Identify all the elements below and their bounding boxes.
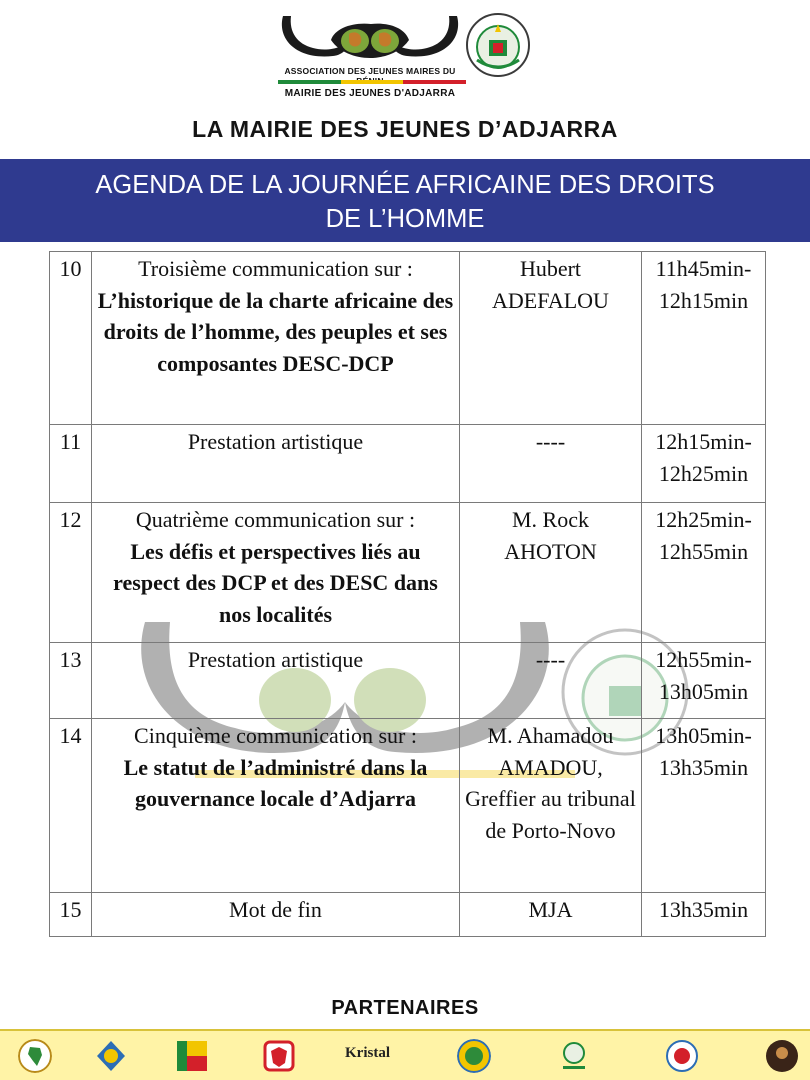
speaker-cell: M. Ahamadou AMADOU, Greffier au tribunal de Porto-Novo <box>460 719 642 893</box>
time-cell: 12h55min-13h05min <box>642 643 766 719</box>
time-cell: 12h15min-12h25min <box>642 425 766 503</box>
activity-label: Troisième communication sur : <box>138 256 413 281</box>
activity-cell <box>92 252 460 425</box>
partner-photo-icon <box>765 1039 799 1073</box>
table-row <box>50 425 766 503</box>
horns-icon <box>275 8 465 68</box>
item-number: 13 <box>50 643 92 719</box>
item-number: 11 <box>50 425 92 503</box>
activity-topic: Le statut de l’administré dans la gouvernance locale d’Adjarra <box>123 754 428 811</box>
partners-title: PARTENAIRES <box>331 997 479 1019</box>
activity-cell <box>92 893 460 937</box>
kristal-logo: Kristal <box>345 1045 390 1061</box>
banner-line-1: AGENDA DE LA JOURNÉE AFRICAINE DES DROITS <box>95 171 715 199</box>
activity-topic: L’historique de la charte africaine des droits de l’homme, des peuples et ses composantes DESC-DCP <box>97 287 454 376</box>
time-cell: 13h05min-13h35min <box>642 719 766 893</box>
flag-stripe <box>278 80 466 84</box>
activity-cell <box>92 719 460 893</box>
speaker-cell: Hubert ADEFALOU <box>460 252 642 425</box>
table-row <box>50 643 766 719</box>
association-name: ASSOCIATION DES JEUNES MAIRES DU <box>284 66 456 76</box>
table-row <box>50 503 766 643</box>
item-number: 10 <box>50 252 92 425</box>
activity-label: Quatrième communication sur : <box>135 507 416 532</box>
table-row <box>50 893 766 937</box>
table-row <box>50 719 766 893</box>
activity-label: Prestation artistique <box>187 429 364 454</box>
header <box>0 0 810 112</box>
activity-label: Prestation artistique <box>187 647 364 672</box>
partners-strip <box>0 1029 810 1080</box>
banner-line-2: DE L’HOMME <box>325 205 485 233</box>
activity-cell <box>92 425 460 503</box>
seal-icon <box>463 10 533 80</box>
activity-cell <box>92 643 460 719</box>
mairie-seal <box>463 10 533 80</box>
partner-emblem-icon <box>94 1039 128 1073</box>
partner-globe-icon <box>665 1039 699 1073</box>
time-cell: 13h35min <box>642 893 766 937</box>
speaker-cell: ---- <box>460 425 642 503</box>
activity-label: Mot de fin <box>229 897 322 922</box>
african-union-map-icon <box>18 1039 52 1073</box>
item-number: 14 <box>50 719 92 893</box>
association-logo <box>275 8 456 103</box>
item-number: 15 <box>50 893 92 937</box>
speaker-cell: M. Rock AHOTON <box>460 503 642 643</box>
activity-cell <box>92 503 460 643</box>
time-cell: 11h45min-12h15min <box>642 252 766 425</box>
time-cell: 12h25min-12h55min <box>642 503 766 643</box>
activity-topic: Les défis et perspectives liés au respect des DCP et des DESC dans nos localités <box>113 538 438 627</box>
item-number: 12 <box>50 503 92 643</box>
page-title: LA MAIRIE DES JEUNES D’ADJARRA <box>192 116 618 142</box>
agenda-banner <box>0 159 810 242</box>
mayor-office-name: MAIRIE DES JEUNES D'ADJARRA <box>284 88 456 99</box>
activity-label: Cinquième communication sur : <box>134 723 417 748</box>
benin-flag-icon <box>175 1039 209 1073</box>
speaker-cell: ---- <box>460 643 642 719</box>
african-union-emblem-icon <box>457 1039 491 1073</box>
partner-crest-icon <box>557 1039 591 1073</box>
agenda-table <box>49 251 766 937</box>
red-shield-icon <box>262 1039 296 1073</box>
table-row <box>50 252 766 425</box>
speaker-cell: MJA <box>460 893 642 937</box>
